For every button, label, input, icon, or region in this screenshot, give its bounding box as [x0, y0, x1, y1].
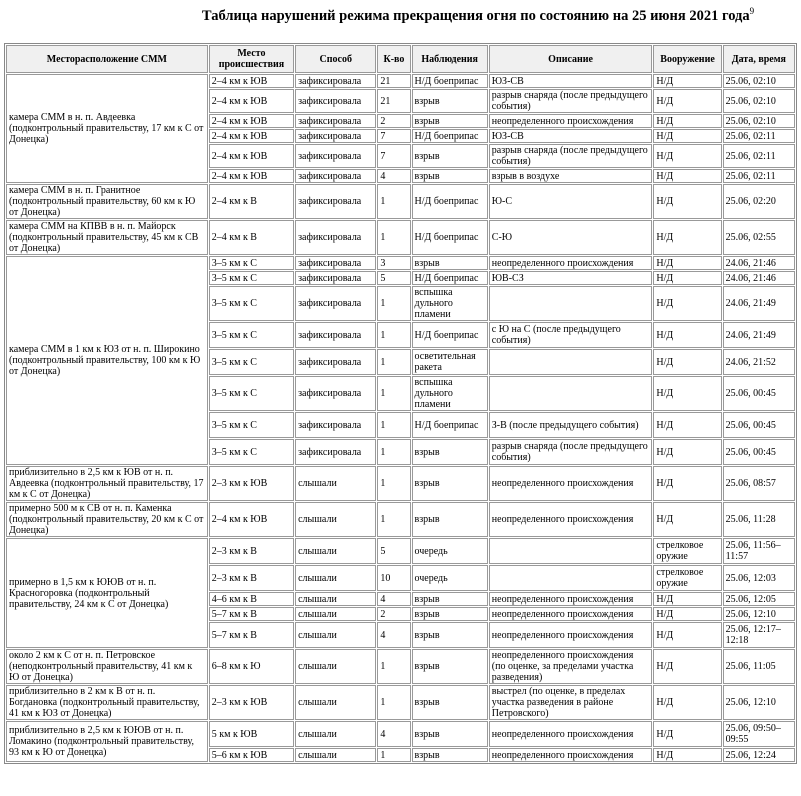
description-cell — [489, 538, 653, 564]
description-cell: разрыв снаряда (после предыдущего события) — [489, 439, 653, 465]
weapon-cell: Н/Д — [653, 144, 721, 168]
table-row — [6, 220, 795, 255]
description-cell: неопределенного происхождения — [489, 466, 653, 501]
place-cell: 2–3 км к В — [209, 538, 294, 564]
weapon-cell: Н/Д — [653, 271, 721, 285]
count-cell: 1 — [377, 184, 410, 219]
place-cell: 3–5 км к С — [209, 286, 294, 321]
count-cell: 1 — [377, 685, 410, 720]
description-cell: разрыв снаряда (после предыдущего события) — [489, 144, 653, 168]
weapon-cell: Н/Д — [653, 322, 721, 348]
table-row — [6, 685, 795, 720]
col-weapon: Вооружение — [653, 45, 721, 73]
location-cell: камера СММ в н. п. Гранитное (подконтрольный правительству, 60 км к Ю от Донецка) — [6, 184, 208, 219]
method-cell: зафиксировала — [295, 89, 376, 113]
method-cell: зафиксировала — [295, 322, 376, 348]
observation-cell: взрыв — [412, 466, 488, 501]
datetime-cell: 25.06, 00:45 — [723, 412, 795, 438]
table-row — [6, 502, 795, 537]
table-row — [6, 256, 795, 270]
description-cell — [489, 349, 653, 375]
observation-cell: взрыв — [412, 256, 488, 270]
observation-cell: взрыв — [412, 114, 488, 128]
col-place: Место происшествия — [209, 45, 294, 73]
col-description: Описание — [489, 45, 653, 73]
weapon-cell: Н/Д — [653, 685, 721, 720]
count-cell: 1 — [377, 748, 410, 762]
method-cell: зафиксировала — [295, 220, 376, 255]
place-cell: 2–4 км к ЮВ — [209, 114, 294, 128]
location-cell: камера СММ в н. п. Авдеевка (подконтрольный правительству, 17 км к С от Донецка) — [6, 74, 208, 183]
place-cell: 3–5 км к С — [209, 439, 294, 465]
place-cell: 3–5 км к С — [209, 349, 294, 375]
place-cell: 3–5 км к С — [209, 256, 294, 270]
method-cell: слышали — [295, 649, 376, 684]
method-cell: зафиксировала — [295, 256, 376, 270]
description-cell: Ю-С — [489, 184, 653, 219]
datetime-cell: 25.06, 00:45 — [723, 376, 795, 411]
count-cell: 1 — [377, 376, 410, 411]
description-cell: ЮЗ-СВ — [489, 129, 653, 143]
count-cell: 4 — [377, 592, 410, 606]
place-cell: 2–3 км к В — [209, 565, 294, 591]
description-cell: неопределенного происхождения — [489, 748, 653, 762]
datetime-cell: 25.06, 02:10 — [723, 114, 795, 128]
description-cell: разрыв снаряда (после предыдущего события) — [489, 89, 653, 113]
description-cell — [489, 286, 653, 321]
description-cell: с Ю на С (после предыдущего события) — [489, 322, 653, 348]
description-cell: С-Ю — [489, 220, 653, 255]
method-cell: слышали — [295, 466, 376, 501]
weapon-cell: Н/Д — [653, 349, 721, 375]
place-cell: 2–4 км к ЮВ — [209, 74, 294, 88]
datetime-cell: 25.06, 12:17–12:18 — [723, 622, 795, 648]
count-cell: 21 — [377, 74, 410, 88]
weapon-cell: Н/Д — [653, 721, 721, 747]
col-location: Месторасположение СММ — [6, 45, 208, 73]
place-cell: 2–4 км к ЮВ — [209, 144, 294, 168]
count-cell: 7 — [377, 129, 410, 143]
description-cell: неопределенного происхождения — [489, 114, 653, 128]
count-cell: 4 — [377, 622, 410, 648]
description-cell: неопределенного происхождения — [489, 607, 653, 621]
observation-cell: Н/Д боеприпас — [412, 271, 488, 285]
datetime-cell: 25.06, 02:10 — [723, 89, 795, 113]
count-cell: 1 — [377, 439, 410, 465]
location-cell: приблизительно в 2,5 км к ЮЮВ от н. п. Ломакино (подконтрольный правительству, 93 км к Ю от Донецка) — [6, 721, 208, 762]
location-cell: камера СММ в 1 км к ЮЗ от н. п. Широкино (подконтрольный правительству, 100 км к Ю от Донецка) — [6, 256, 208, 465]
weapon-cell: Н/Д — [653, 256, 721, 270]
count-cell: 1 — [377, 502, 410, 537]
method-cell: слышали — [295, 502, 376, 537]
table-row — [6, 184, 795, 219]
weapon-cell: Н/Д — [653, 114, 721, 128]
datetime-cell: 25.06, 12:10 — [723, 685, 795, 720]
place-cell: 2–4 км к В — [209, 184, 294, 219]
method-cell: зафиксировала — [295, 286, 376, 321]
description-cell — [489, 565, 653, 591]
count-cell: 4 — [377, 169, 410, 183]
datetime-cell: 24.06, 21:49 — [723, 322, 795, 348]
datetime-cell: 25.06, 12:24 — [723, 748, 795, 762]
description-cell: неопределенного происхождения — [489, 502, 653, 537]
place-cell: 6–8 км к Ю — [209, 649, 294, 684]
page-title: Таблица нарушений режима прекращения огня по состоянию на 25 июня 2021 года$^9$ — [201, 6, 755, 24]
observation-cell: осветительная ракета — [412, 349, 488, 375]
place-cell: 3–5 км к С — [209, 412, 294, 438]
table-row — [6, 466, 795, 501]
table-row — [6, 74, 795, 88]
description-cell: З-В (после предыдущего события) — [489, 412, 653, 438]
weapon-cell: Н/Д — [653, 439, 721, 465]
weapon-cell: Н/Д — [653, 89, 721, 113]
method-cell: слышали — [295, 565, 376, 591]
count-cell: 2 — [377, 607, 410, 621]
method-cell: слышали — [295, 607, 376, 621]
datetime-cell: 24.06, 21:46 — [723, 271, 795, 285]
location-cell: приблизительно в 2 км к В от н. п. Богдановка (подконтрольный правительству, 41 км к ЮЗ от Донецка) — [6, 685, 208, 720]
observation-cell: взрыв — [412, 89, 488, 113]
observation-cell: взрыв — [412, 607, 488, 621]
count-cell: 1 — [377, 220, 410, 255]
observation-cell: взрыв — [412, 439, 488, 465]
method-cell: слышали — [295, 685, 376, 720]
place-cell: 2–4 км к ЮВ — [209, 129, 294, 143]
datetime-cell: 25.06, 12:05 — [723, 592, 795, 606]
method-cell: зафиксировала — [295, 74, 376, 88]
count-cell: 1 — [377, 286, 410, 321]
count-cell: 5 — [377, 538, 410, 564]
method-cell: слышали — [295, 622, 376, 648]
observation-cell: Н/Д боеприпас — [412, 184, 488, 219]
col-method: Способ — [295, 45, 376, 73]
description-cell: взрыв в воздухе — [489, 169, 653, 183]
observation-cell: взрыв — [412, 169, 488, 183]
place-cell: 3–5 км к С — [209, 322, 294, 348]
observation-cell: очередь — [412, 565, 488, 591]
place-cell: 2–4 км к ЮВ — [209, 169, 294, 183]
datetime-cell: 25.06, 12:03 — [723, 565, 795, 591]
location-cell: приблизительно в 2,5 км к ЮВ от н. п. Авдеевка (подконтрольный правительству, 17 км к С от Донецка) — [6, 466, 208, 501]
method-cell: слышали — [295, 721, 376, 747]
location-cell: примерно в 1,5 км к ЮЮВ от н. п. Красногоровка (подконтрольный правительству, 24 км к С от Донецка) — [6, 538, 208, 648]
description-cell — [489, 376, 653, 411]
observation-cell: Н/Д боеприпас — [412, 74, 488, 88]
count-cell: 1 — [377, 322, 410, 348]
datetime-cell: 24.06, 21:49 — [723, 286, 795, 321]
observation-cell: Н/Д боеприпас — [412, 412, 488, 438]
datetime-cell: 25.06, 09:50–09:55 — [723, 721, 795, 747]
method-cell: зафиксировала — [295, 184, 376, 219]
place-cell: 5–6 км к ЮВ — [209, 748, 294, 762]
count-cell: 10 — [377, 565, 410, 591]
weapon-cell: Н/Д — [653, 129, 721, 143]
count-cell: 1 — [377, 349, 410, 375]
weapon-cell: Н/Д — [653, 622, 721, 648]
observation-cell: взрыв — [412, 721, 488, 747]
datetime-cell: 25.06, 00:45 — [723, 439, 795, 465]
observation-cell: взрыв — [412, 685, 488, 720]
method-cell: зафиксировала — [295, 129, 376, 143]
description-cell: неопределенного происхождения (по оценке, за пределами участка разведения) — [489, 649, 653, 684]
ceasefire-violations-table — [4, 43, 797, 764]
weapon-cell: Н/Д — [653, 649, 721, 684]
col-count: К-во — [377, 45, 410, 73]
description-cell: неопределенного происхождения — [489, 256, 653, 270]
weapon-cell: Н/Д — [653, 220, 721, 255]
count-cell: 4 — [377, 721, 410, 747]
weapon-cell: стрелковое оружие — [653, 538, 721, 564]
place-cell: 4–6 км к В — [209, 592, 294, 606]
place-cell: 2–4 км к ЮВ — [209, 502, 294, 537]
place-cell: 5 км к ЮВ — [209, 721, 294, 747]
observation-cell: взрыв — [412, 592, 488, 606]
count-cell: 5 — [377, 271, 410, 285]
datetime-cell: 25.06, 02:11 — [723, 169, 795, 183]
count-cell: 3 — [377, 256, 410, 270]
count-cell: 1 — [377, 649, 410, 684]
datetime-cell: 25.06, 08:57 — [723, 466, 795, 501]
method-cell: зафиксировала — [295, 376, 376, 411]
table-row — [6, 538, 795, 564]
location-cell: около 2 км к С от н. п. Петровское (неподконтрольный правительству, 41 км к Ю от Донецка) — [6, 649, 208, 684]
datetime-cell: 25.06, 11:56–11:57 — [723, 538, 795, 564]
location-cell: примерно 500 м к СВ от н. п. Каменка (подконтрольный правительству, 20 км к С от Донецка) — [6, 502, 208, 537]
header-row — [6, 45, 795, 73]
description-cell: неопределенного происхождения — [489, 592, 653, 606]
observation-cell: взрыв — [412, 649, 488, 684]
weapon-cell: Н/Д — [653, 466, 721, 501]
count-cell: 1 — [377, 412, 410, 438]
method-cell: зафиксировала — [295, 271, 376, 285]
observation-cell: Н/Д боеприпас — [412, 220, 488, 255]
method-cell: зафиксировала — [295, 144, 376, 168]
weapon-cell: Н/Д — [653, 607, 721, 621]
datetime-cell: 25.06, 02:55 — [723, 220, 795, 255]
observation-cell: Н/Д боеприпас — [412, 322, 488, 348]
weapon-cell: Н/Д — [653, 184, 721, 219]
method-cell: зафиксировала — [295, 114, 376, 128]
count-cell: 2 — [377, 114, 410, 128]
datetime-cell: 25.06, 02:11 — [723, 129, 795, 143]
weapon-cell: Н/Д — [653, 502, 721, 537]
weapon-cell: стрелковое оружие — [653, 565, 721, 591]
place-cell: 2–4 км к В — [209, 220, 294, 255]
observation-cell: взрыв — [412, 144, 488, 168]
description-cell: ЮЗ-СВ — [489, 74, 653, 88]
datetime-cell: 25.06, 11:05 — [723, 649, 795, 684]
place-cell: 2–4 км к ЮВ — [209, 89, 294, 113]
table-row — [6, 721, 795, 747]
weapon-cell: Н/Д — [653, 592, 721, 606]
datetime-cell: 25.06, 11:28 — [723, 502, 795, 537]
footnote-mark: 9 — [749, 6, 755, 16]
place-cell: 5–7 км к В — [209, 607, 294, 621]
count-cell: 21 — [377, 89, 410, 113]
method-cell: слышали — [295, 748, 376, 762]
weapon-cell: Н/Д — [653, 169, 721, 183]
datetime-cell: 25.06, 02:20 — [723, 184, 795, 219]
datetime-cell: 25.06, 02:10 — [723, 74, 795, 88]
observation-cell: вспышка дульного пламени — [412, 376, 488, 411]
method-cell: зафиксировала — [295, 169, 376, 183]
datetime-cell: 25.06, 12:10 — [723, 607, 795, 621]
weapon-cell: Н/Д — [653, 412, 721, 438]
weapon-cell: Н/Д — [653, 376, 721, 411]
observation-cell: Н/Д боеприпас — [412, 129, 488, 143]
place-cell: 3–5 км к С — [209, 271, 294, 285]
observation-cell: очередь — [412, 538, 488, 564]
observation-cell: вспышка дульного пламени — [412, 286, 488, 321]
observation-cell: взрыв — [412, 622, 488, 648]
count-cell: 1 — [377, 466, 410, 501]
datetime-cell: 25.06, 02:11 — [723, 144, 795, 168]
datetime-cell: 24.06, 21:46 — [723, 256, 795, 270]
table-row — [6, 649, 795, 684]
place-cell: 2–3 км к ЮВ — [209, 466, 294, 501]
col-datetime: Дата, время — [723, 45, 795, 73]
method-cell: слышали — [295, 592, 376, 606]
location-cell: камера СММ на КПВВ в н. п. Майорск (подконтрольный правительству, 45 км к СВ от Донецка) — [6, 220, 208, 255]
description-cell: неопределенного происхождения — [489, 622, 653, 648]
observation-cell: взрыв — [412, 748, 488, 762]
count-cell: 7 — [377, 144, 410, 168]
place-cell: 5–7 км к В — [209, 622, 294, 648]
place-cell: 3–5 км к С — [209, 376, 294, 411]
description-cell: ЮВ-СЗ — [489, 271, 653, 285]
method-cell: зафиксировала — [295, 349, 376, 375]
place-cell: 2–3 км к ЮВ — [209, 685, 294, 720]
weapon-cell: Н/Д — [653, 748, 721, 762]
weapon-cell: Н/Д — [653, 286, 721, 321]
weapon-cell: Н/Д — [653, 74, 721, 88]
description-cell: неопределенного происхождения — [489, 721, 653, 747]
method-cell: зафиксировала — [295, 439, 376, 465]
description-cell: выстрел (по оценке, в пределах участка разведения в районе Петровского) — [489, 685, 653, 720]
observation-cell: взрыв — [412, 502, 488, 537]
method-cell: слышали — [295, 538, 376, 564]
method-cell: зафиксировала — [295, 412, 376, 438]
datetime-cell: 24.06, 21:52 — [723, 349, 795, 375]
col-observation: Наблюдения — [412, 45, 488, 73]
